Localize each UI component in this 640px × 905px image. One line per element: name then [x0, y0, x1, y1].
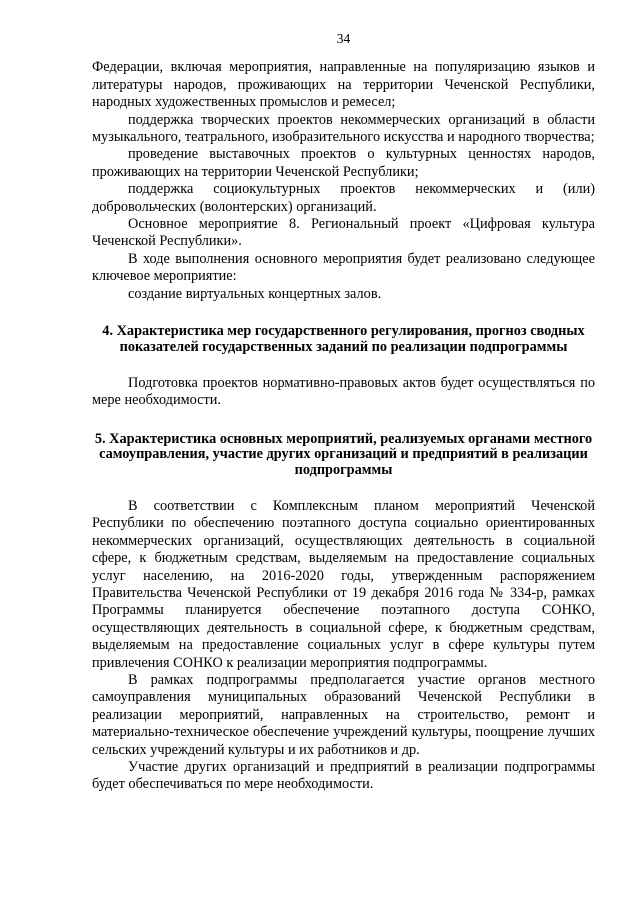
section-5-heading: 5. Характеристика основных мероприятий, реализуемых органами местного самоуправления, участие других организаций и предприятий в реализации подпрограммы: [94, 430, 593, 479]
section-4-heading: 4. Характеристика мер государственного регулирования, прогноз сводных показателей государственных заданий по реализации подпрограммы: [102, 323, 585, 355]
paragraph: поддержка социокультурных проектов некоммерческих и (или) добровольческих (волонтерских) организаций.: [92, 181, 595, 215]
page-number: 34: [336, 31, 351, 46]
paragraph: В соответствии с Комплексным планом мероприятий Чеченской Республики по обеспечению поэтапного доступа социально ориентированных некоммерческих организаций, осуществляющих деятельность в социальной сфере, к бюджетным средствам, выделяемым на предоставление социальных услуг населению, на 2016-2020 годы, утвержденным распоряжением Правительства Чеченской Республики от 19 декабря 2016 года № 334-р, рамках Программы планируется обеспечение поэтапного доступа СОНКО, осуществляющих деятельность в социальной сфере, к бюджетным средствам, выделяемым на предоставление социальных услуг в сфере культуры путем привлечения СОНКО к реализации мероприятия подпрограммы.: [92, 497, 595, 671]
paragraph: Подготовка проектов нормативно-правовых актов будет осуществляться по мере необходимости.: [92, 374, 595, 409]
paragraph: создание виртуальных концертных залов.: [128, 285, 382, 302]
paragraph: Федерации, включая мероприятия, направленные на популяризацию языков и литературы народов, проживающих на территории Чеченской Республики, народных художественных промыслов и ремесел;: [92, 59, 595, 111]
paragraph: проведение выставочных проектов о культурных ценностях народов, проживающих на территории Чеченской Республики;: [92, 146, 595, 180]
paragraph: поддержка творческих проектов некоммерческих организаций в области музыкального, театрального, изобразительного искусства и народного творчества;: [92, 111, 595, 146]
document-page: [92, 30, 595, 794]
paragraph: Основное мероприятие 8. Региональный проект «Цифровая культура Чеченской Республики».: [92, 216, 595, 250]
paragraph: Участие других организаций и предприятий в реализации подпрограммы будет обеспечиваться по мере необходимости.: [92, 758, 595, 793]
paragraph: В ходе выполнения основного мероприятия будет реализовано следующее ключевое мероприятие:: [92, 250, 595, 285]
paragraph: В рамках подпрограммы предполагается участие органов местного самоуправления муниципальных образований Чеченской Республики в реализации мероприятий, направленных на строительство, ремонт и материально-техническое обеспечение учреждений культуры, поощрение лучших сельских учреждений культуры и их работников и др.: [92, 671, 595, 758]
